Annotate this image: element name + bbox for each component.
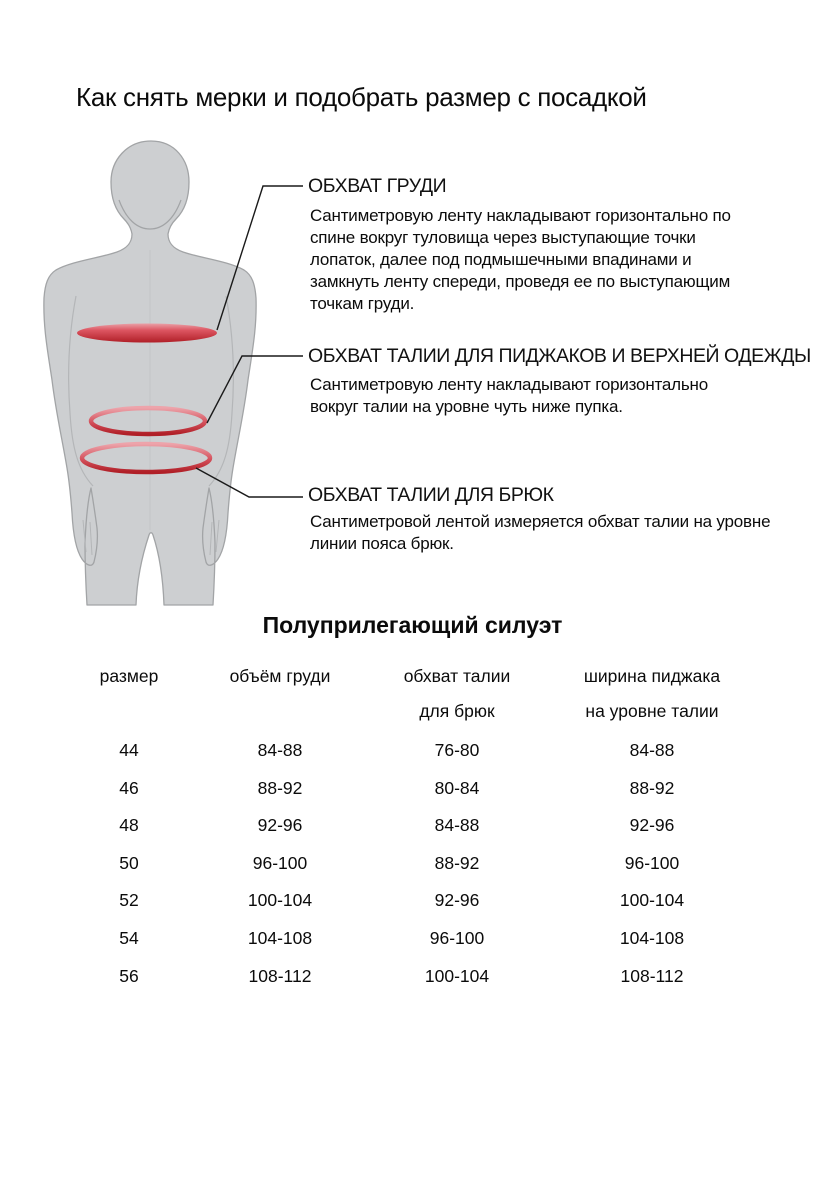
cell-chest: 84-88 xyxy=(257,740,303,760)
measurement-heading: ОБХВАТ ТАЛИИ ДЛЯ ПИДЖАКОВ И ВЕРХНЕЙ ОДЕЖДЫ xyxy=(308,345,811,367)
cell-size: 56 xyxy=(119,965,139,986)
column-header-chest: объём груди xyxy=(229,666,331,686)
table-row xyxy=(64,740,756,778)
cell-chest: 108-112 xyxy=(248,965,312,986)
cell-jacket-waist: 92-96 xyxy=(629,815,675,836)
measurement-block-trouser-waist xyxy=(308,484,771,553)
table-row xyxy=(64,778,756,816)
table-row xyxy=(64,966,756,1004)
cell-waist-trousers: 96-100 xyxy=(429,927,485,948)
cell-jacket-waist: 88-92 xyxy=(629,777,675,798)
cell-waist-trousers: 76-80 xyxy=(434,740,480,760)
page-title: Как снять мерки и подобрать размер с посадкой xyxy=(76,82,647,112)
table-row xyxy=(64,890,756,928)
cell-waist-trousers: 80-84 xyxy=(434,777,480,798)
cell-waist-trousers: 84-88 xyxy=(434,815,480,836)
measurement-description: Сантиметровой лентой измеряется обхват талии на уровне линии пояса брюк. xyxy=(310,512,771,553)
cell-size: 54 xyxy=(119,927,139,948)
cell-jacket-waist: 96-100 xyxy=(624,852,680,873)
cell-chest: 104-108 xyxy=(247,927,313,948)
cell-waist-trousers: 100-104 xyxy=(424,965,490,986)
measurement-block-jacket-waist xyxy=(308,345,811,416)
cell-size: 48 xyxy=(119,815,139,836)
column-header-waist-trousers: обхват талии xyxy=(403,666,511,686)
size-table-header-row xyxy=(64,666,756,701)
cell-chest: 100-104 xyxy=(247,890,313,911)
cell-chest: 92-96 xyxy=(257,815,303,836)
cell-chest: 88-92 xyxy=(257,777,303,798)
cell-jacket-waist: 84-88 xyxy=(629,740,675,760)
cell-chest: 96-100 xyxy=(252,852,308,873)
size-table-header-row-line2 xyxy=(64,701,756,740)
cell-waist-trousers: 88-92 xyxy=(434,852,480,873)
measurement-heading: ОБХВАТ ГРУДИ xyxy=(308,175,447,197)
chest-measure-band xyxy=(77,324,217,343)
column-header-size-line2 xyxy=(64,701,194,740)
column-header-waist-trousers-line2: для брюк xyxy=(419,701,495,721)
column-header-size: размер xyxy=(99,666,159,686)
cell-size: 50 xyxy=(119,852,139,873)
size-table-title: Полуприлегающий силуэт xyxy=(262,612,563,638)
column-header-jacket-waist: ширина пиджака xyxy=(583,666,721,686)
table-row xyxy=(64,815,756,853)
table-row xyxy=(64,928,756,966)
cell-jacket-waist: 100-104 xyxy=(619,890,685,911)
measurement-block-chest xyxy=(308,175,731,313)
size-table xyxy=(64,666,756,1003)
cell-jacket-waist: 104-108 xyxy=(619,927,685,948)
table-row xyxy=(64,853,756,891)
cell-jacket-waist: 108-112 xyxy=(620,965,684,986)
measurement-description: Сантиметровую ленту накладывают горизонтально по спине вокруг туловища через выступающие точки лопаток, далее под подмышечными впадинами и замкнуть ленту спереди, проведя ее по выступающим точкам груди. xyxy=(310,206,731,313)
column-header-chest-line2 xyxy=(194,701,366,740)
column-header-jacket-waist-line2: на уровне талии xyxy=(585,701,719,721)
cell-size: 46 xyxy=(119,777,139,798)
cell-waist-trousers: 92-96 xyxy=(434,890,480,911)
measurement-description: Сантиметровую ленту накладывают горизонтально вокруг талии на уровне чуть ниже пупка. xyxy=(310,375,708,416)
cell-size: 44 xyxy=(119,740,139,760)
measurement-heading: ОБХВАТ ТАЛИИ ДЛЯ БРЮК xyxy=(308,484,554,506)
cell-size: 52 xyxy=(119,890,139,911)
